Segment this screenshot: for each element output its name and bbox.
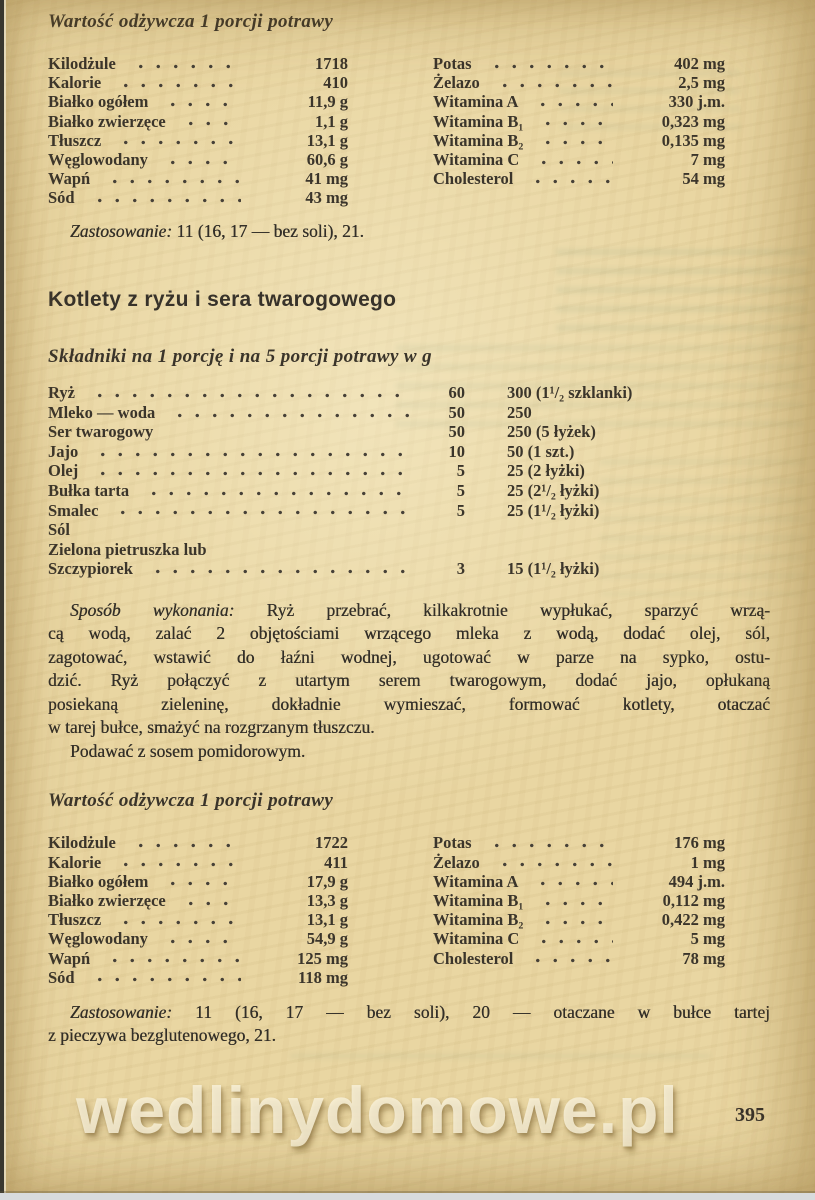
ingredient-qty-per-5-portions: 50 (1 szt.) <box>507 441 575 461</box>
nutrient-value: 1722 <box>315 833 348 853</box>
dot-leader <box>111 910 241 929</box>
nutrition-row <box>48 833 348 852</box>
ingredient-qty-per-1-portion: 10 <box>448 441 465 461</box>
ingredient-row <box>48 461 770 481</box>
ingredient-row <box>48 501 770 521</box>
nutrient-value: 0,135 mg <box>661 130 725 150</box>
nutrition-row <box>433 73 725 92</box>
nutrient-label: Witamina B₂ <box>433 910 524 930</box>
nutrient-value: 13,1 g <box>306 910 348 930</box>
ingredient-qty-per-5-portions <box>465 540 770 560</box>
dot-leader <box>111 131 241 150</box>
dot-leader <box>100 169 241 188</box>
nutrient-label: Białko zwierzęce <box>48 891 166 910</box>
nutrition-row <box>48 92 348 111</box>
serving-line: Podawać z sosem pomidorowym. <box>70 740 306 761</box>
ingredient-row <box>48 520 770 540</box>
nutrient-label: Witamina B₁ <box>433 111 524 131</box>
ingredient-qty-per-1-portion: 5 <box>456 461 465 481</box>
ingredient-qty-per-1-portion <box>423 540 465 560</box>
usage-note-1 <box>48 220 770 244</box>
dot-leader <box>88 442 411 462</box>
nutrition-row <box>433 872 725 891</box>
method-label: Sposób wykonania: <box>70 599 235 620</box>
nutrition-row <box>433 131 725 150</box>
nutrient-value: 41 mg <box>305 169 348 189</box>
nutrition-row <box>48 949 348 968</box>
nutrient-label: Kilodżule <box>48 833 116 853</box>
ingredient-row <box>48 422 770 442</box>
ingredient-row <box>48 481 770 501</box>
dot-leader <box>529 929 613 948</box>
dot-leader <box>158 150 241 169</box>
dot-leader <box>217 540 411 560</box>
nutrient-value: 13,1 g <box>306 130 348 150</box>
ingredient-qty-per-5-portions: 250 (5 łyżek) <box>507 422 596 442</box>
page-content <box>48 0 770 1048</box>
nutrition-row <box>433 92 725 111</box>
nutrition-row <box>48 73 348 92</box>
nutrient-value: 411 <box>324 852 348 872</box>
nutrient-value: 125 mg <box>297 948 348 968</box>
ingredients-table <box>48 383 770 579</box>
nutrition-row <box>433 891 725 910</box>
nutrient-label: Kalorie <box>48 73 102 93</box>
nutrition-row <box>48 910 348 929</box>
nutrient-value: 5 mg <box>690 929 725 949</box>
dot-leader <box>533 891 613 910</box>
method-line: w tarej bułce, smażyć na rozgrzanym tłuszczu. <box>48 717 375 738</box>
ingredient-label: Szczypiorek <box>48 559 133 579</box>
ingredient-qty-per-1-portion: 5 <box>456 480 465 500</box>
scan-edge-left-highlight <box>4 0 6 1200</box>
nutrient-value: 1718 <box>315 54 348 73</box>
dot-leader <box>490 73 613 92</box>
usage-text: 11 (16, 17 — bez soli), 20 — otaczane w bułce tartej <box>172 1001 770 1022</box>
nutrient-value: 0,422 mg <box>661 910 725 930</box>
nutrition-row <box>433 949 725 968</box>
nutrient-label: Kalorie <box>48 852 102 872</box>
method-paragraph <box>48 599 770 764</box>
dot-leader <box>523 949 613 968</box>
nutrient-value: 17,9 g <box>306 871 348 891</box>
dot-leader <box>482 54 614 73</box>
usage-line <box>48 1001 770 1025</box>
nutrient-value: 402 mg <box>674 54 725 73</box>
ingredient-label: Mleko — woda <box>48 402 156 422</box>
nutrient-label: Węglowodany <box>48 929 148 949</box>
ingredient-label: Sól <box>48 520 71 540</box>
ingredient-qty-per-1-portion: 5 <box>456 500 465 520</box>
nutrient-label: Żelazo <box>433 852 480 872</box>
dot-leader <box>528 872 613 891</box>
nutrient-label: Potas <box>433 54 472 73</box>
ingredient-row <box>48 383 770 403</box>
dot-leader <box>176 891 241 910</box>
nutrient-label: Witamina B₁ <box>433 891 524 910</box>
dot-leader <box>126 54 241 73</box>
method-line <box>48 599 770 623</box>
nutrition-row <box>48 891 348 910</box>
usage-line: z pieczywa bezglutenowego, 21. <box>48 1025 276 1046</box>
nutrition-table-1 <box>48 54 770 208</box>
ingredient-qty-per-5-portions: 25 (2 łyżki) <box>507 461 585 481</box>
usage-text: 11 (16, 17 — bez soli), 21. <box>172 220 364 241</box>
nutrient-value: 11,9 g <box>307 92 348 112</box>
nutrient-label: Cholesterol <box>433 948 514 968</box>
dot-leader <box>108 501 411 521</box>
method-line: dzić. Ryż połączyć z utartym serem twarogowym, dodać jajo, opłukaną <box>48 670 770 691</box>
nutrition-row <box>433 150 725 169</box>
dot-leader <box>88 461 411 481</box>
dot-leader <box>139 481 411 501</box>
nutrient-value: 410 <box>323 73 348 93</box>
nutrient-label: Sód <box>48 188 75 208</box>
method-line: zagotować, wstawić do łaźni wodnej, ugotować w parze na sypko, ostu- <box>48 646 770 667</box>
nutrient-label: Cholesterol <box>433 169 514 189</box>
watermark-text: wedlinydomowe.pl <box>76 1073 679 1147</box>
method-line: cą wodą, zalać 2 objętościami wrzącego mleka z wodą, dodać olej, sól, <box>48 623 770 644</box>
ingredient-qty-per-5-portions: 300 (1¹/₂ szklanki) <box>507 383 633 402</box>
nutrition-row <box>433 833 725 852</box>
nutrient-value: 1,1 g <box>315 111 348 131</box>
dot-leader <box>529 150 613 169</box>
nutrient-label: Potas <box>433 833 472 853</box>
nutrient-label: Białko ogółem <box>48 871 149 891</box>
dot-leader <box>533 910 613 929</box>
usage-label: Zastosowanie: <box>70 1001 173 1022</box>
nutrient-value: 43 mg <box>305 188 348 208</box>
nutrient-value: 2,5 mg <box>678 73 725 93</box>
nutrient-label: Witamina C <box>433 149 520 169</box>
ingredient-qty-per-1-portion: 50 <box>448 402 465 422</box>
nutrient-value: 176 mg <box>674 833 725 853</box>
nutrition-row <box>433 853 725 872</box>
scan-edge-bottom <box>0 1193 815 1200</box>
ingredient-row <box>48 559 770 579</box>
nutrient-label: Żelazo <box>433 73 480 93</box>
nutrient-value: 13,3 g <box>306 891 348 910</box>
ingredient-label: Ryż <box>48 383 75 402</box>
dot-leader <box>126 833 241 852</box>
usage-note-2 <box>48 1001 770 1048</box>
dot-leader <box>111 853 241 872</box>
nutrition-row <box>433 169 725 188</box>
nutrition-row <box>433 54 725 73</box>
dot-leader <box>163 422 411 442</box>
nutrition-column-left <box>48 833 348 987</box>
usage-label: Zastosowanie: <box>70 220 173 241</box>
nutrient-label: Węglowodany <box>48 149 148 169</box>
ingredient-qty-per-5-portions: 25 (1¹/₂ łyżki) <box>507 500 600 520</box>
method-text: Ryż przebrać, kilkakrotnie wypłukać, sparzyć wrzą- <box>234 599 770 620</box>
nutrition-heading-1: Wartość odżywcza 1 porcji potrawy <box>48 11 334 32</box>
nutrition-row <box>48 853 348 872</box>
ingredient-qty-per-5-portions <box>465 520 770 540</box>
nutrition-column-right <box>433 54 725 208</box>
page-number: 395 <box>735 1104 765 1126</box>
ingredient-row <box>48 403 770 423</box>
ingredient-row <box>48 442 770 462</box>
method-lines <box>48 622 770 740</box>
nutrient-label: Białko ogółem <box>48 92 149 112</box>
nutrition-table-2 <box>48 833 770 987</box>
dot-leader <box>85 968 241 987</box>
nutrition-heading-2: Wartość odżywcza 1 porcji potrawy <box>48 790 334 812</box>
nutrient-value: 0,323 mg <box>661 111 725 131</box>
nutrient-value: 1 mg <box>690 852 725 872</box>
dot-leader <box>528 92 613 111</box>
nutrient-value: 54 mg <box>682 169 725 189</box>
dot-leader <box>158 872 241 891</box>
nutrition-row <box>48 150 348 169</box>
dot-leader <box>100 949 241 968</box>
nutrition-column-right <box>433 833 725 987</box>
nutrition-row <box>48 872 348 891</box>
nutrient-label: Tłuszcz <box>48 910 102 930</box>
nutrient-value: 330 j.m. <box>668 92 725 112</box>
nutrient-label: Witamina C <box>433 929 520 949</box>
nutrient-label: Białko zwierzęce <box>48 111 166 131</box>
nutrient-label: Sód <box>48 967 75 987</box>
ingredient-qty-per-1-portion: 3 <box>456 559 465 579</box>
ingredient-label: Zielona pietruszka lub <box>48 539 207 559</box>
dot-leader <box>158 929 241 948</box>
nutrient-value: 7 mg <box>690 149 725 169</box>
nutrient-value: 60,6 g <box>306 149 348 169</box>
nutrition-row <box>48 968 348 987</box>
ingredient-row <box>48 540 770 560</box>
ingredient-label: Jajo <box>48 441 79 461</box>
nutrition-row <box>433 112 725 131</box>
nutrient-label: Wapń <box>48 948 91 968</box>
dot-leader <box>490 853 613 872</box>
ingredient-label: Olej <box>48 461 79 481</box>
ingredient-qty-per-1-portion: 60 <box>448 383 465 402</box>
nutrition-row <box>433 929 725 948</box>
nutrient-label: Witamina A <box>433 92 519 112</box>
ingredient-qty-per-1-portion: 50 <box>448 422 465 442</box>
nutrient-label: Kilodżule <box>48 54 116 73</box>
nutrient-value: 54,9 g <box>306 929 348 949</box>
nutrition-row <box>48 929 348 948</box>
nutrient-label: Tłuszcz <box>48 130 102 150</box>
nutrient-label: Witamina B₂ <box>433 130 524 150</box>
dot-leader <box>85 188 241 207</box>
nutrient-value: 118 mg <box>298 967 348 987</box>
dot-leader <box>533 112 613 131</box>
nutrition-row <box>48 169 348 188</box>
ingredient-qty-per-5-portions: 250 <box>507 402 532 422</box>
nutrition-row <box>48 131 348 150</box>
ingredient-qty-per-5-portions: 15 (1¹/₂ łyżki) <box>507 559 600 579</box>
nutrient-value: 494 j.m. <box>668 871 725 891</box>
nutrient-label: Witamina A <box>433 871 519 891</box>
ingredient-qty-per-1-portion <box>423 520 465 540</box>
ingredients-heading: Składniki na 1 porcję i na 5 porcji potrawy w g <box>48 346 433 367</box>
ingredient-label: Ser twarogowy <box>48 422 154 442</box>
nutrient-value: 0,112 mg <box>662 891 725 910</box>
dot-leader <box>482 833 614 852</box>
dot-leader <box>80 520 411 540</box>
ingredient-qty-per-5-portions: 25 (2¹/₂ łyżki) <box>507 480 600 500</box>
nutrient-value: 78 mg <box>682 948 725 968</box>
recipe-title: Kotlety z ryżu i sera twarogowego <box>48 288 397 311</box>
method-line: posiekaną zieleninę, dokładnie wymieszać, formować kotlety, otaczać <box>48 693 770 714</box>
dot-leader <box>158 92 241 111</box>
nutrition-row <box>48 112 348 131</box>
dot-leader <box>533 131 613 150</box>
dot-leader <box>143 559 411 579</box>
dot-leader <box>111 73 241 92</box>
ingredient-label: Bułka tarta <box>48 480 130 500</box>
dot-leader <box>165 403 411 423</box>
nutrition-row <box>48 54 348 73</box>
nutrient-label: Wapń <box>48 169 91 189</box>
nutrition-column-left <box>48 54 348 208</box>
dot-leader <box>85 383 411 403</box>
dot-leader <box>176 112 241 131</box>
ingredient-label: Smalec <box>48 500 99 520</box>
nutrition-row <box>48 188 348 207</box>
dot-leader <box>523 169 613 188</box>
nutrition-row <box>433 910 725 929</box>
